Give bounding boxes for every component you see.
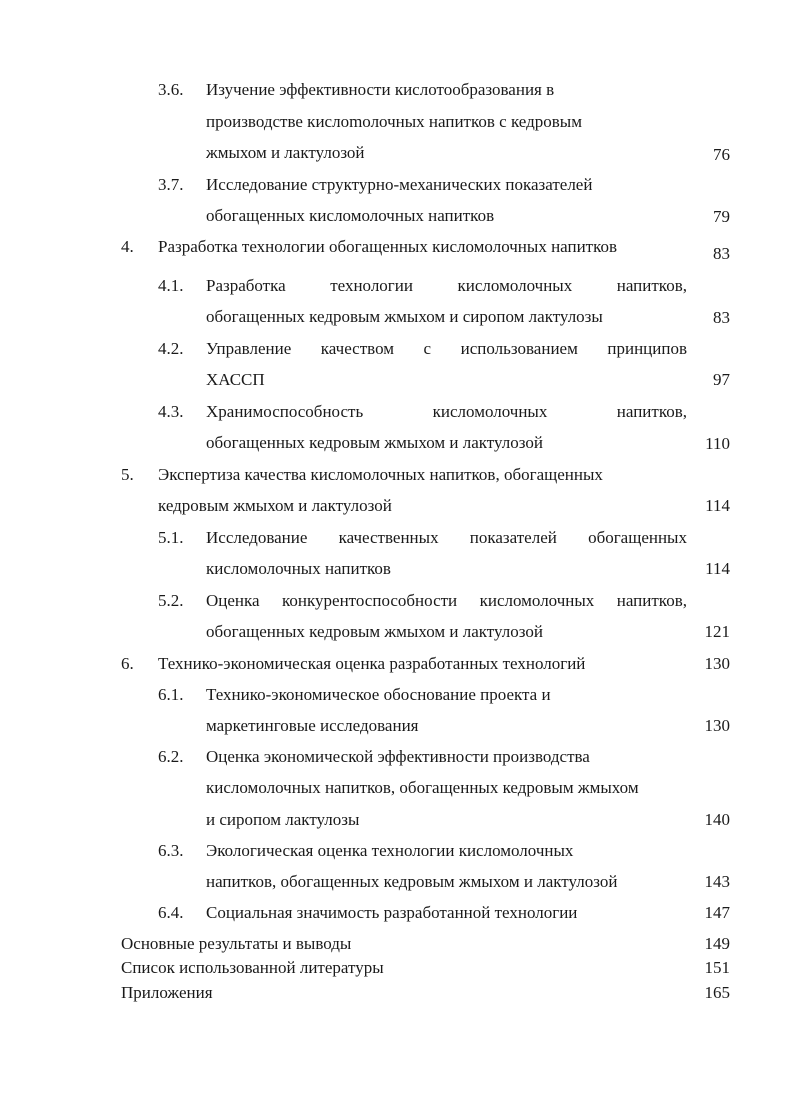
toc-number: 6.1. bbox=[158, 685, 184, 704]
toc-title-line: Список использованной литературы bbox=[121, 958, 384, 977]
toc-title-line: кисломолочных напитков bbox=[206, 559, 391, 578]
toc-page-number: 130 bbox=[704, 716, 730, 735]
toc-title-line: обогащенных кедровым жмыхом и лактулозой bbox=[206, 433, 543, 452]
toc-word: качеством bbox=[320, 339, 395, 358]
toc-page-number: 130 bbox=[704, 654, 730, 673]
toc-page-number: 114 bbox=[705, 559, 730, 578]
toc-page-number: 83 bbox=[713, 244, 730, 263]
toc-title-line: и сиропом лактулозы bbox=[206, 810, 360, 829]
toc-word: напитков, bbox=[616, 276, 687, 295]
toc-page-number: 121 bbox=[704, 622, 730, 641]
toc-word: обогащенных bbox=[588, 528, 687, 547]
toc-title-line: Основные результаты и выводы bbox=[121, 934, 352, 953]
toc-title-line bbox=[206, 528, 687, 548]
toc-title-line: Технико-экономическое обоснование проекта и bbox=[206, 685, 551, 704]
toc-title-line: кисломолочных напитков, обогащенных кедровым жмыхом bbox=[206, 778, 639, 797]
toc-page-number: 97 bbox=[713, 370, 730, 389]
toc-page-number: 140 bbox=[704, 810, 730, 829]
toc-page-number: 151 bbox=[704, 958, 730, 977]
toc-word: кисломолочных bbox=[479, 591, 595, 610]
toc-word: технологии bbox=[330, 276, 413, 295]
toc-word: конкурентоспособности bbox=[282, 591, 458, 610]
toc-number: 6.3. bbox=[158, 841, 184, 860]
toc-title-line: ХАССП bbox=[206, 370, 265, 389]
toc-title-line: обогащенных кисломолочных напитков bbox=[206, 206, 495, 225]
toc-number: 4.2. bbox=[158, 339, 184, 358]
toc-page-number: 143 bbox=[704, 872, 730, 891]
toc-word: качественных bbox=[338, 528, 439, 547]
toc-title-line: производстве кислomолочных напитков с кедровым bbox=[206, 112, 582, 131]
toc-word: Управление bbox=[206, 339, 292, 358]
toc-title-line: маркетинговые исследования bbox=[206, 716, 419, 735]
toc-word: показателей bbox=[469, 528, 557, 547]
toc-title-line bbox=[206, 339, 687, 359]
toc-title-line: Разработка технологии обогащенных кисломолочных напитков bbox=[158, 237, 618, 256]
toc-number: 3.7. bbox=[158, 175, 184, 194]
toc-title-line: Изучение эффективности кислотообразования в bbox=[206, 80, 555, 99]
toc-title-line: кедровым жмыхом и лактулозой bbox=[158, 496, 392, 515]
toc-title-line bbox=[206, 276, 687, 296]
toc-number: 6.2. bbox=[158, 747, 184, 766]
toc-number: 5.2. bbox=[158, 591, 184, 610]
toc-word: Хранимоспособность bbox=[206, 402, 364, 421]
toc-page-number: 165 bbox=[704, 983, 730, 1002]
toc-word: Исследование bbox=[206, 528, 308, 547]
toc-title-line: Технико-экономическая оценка разработанных технологий bbox=[158, 654, 586, 673]
toc-number: 4.1. bbox=[158, 276, 184, 295]
toc-number: 4. bbox=[121, 237, 134, 256]
toc-title-line: Социальная значимость разработанной технологии bbox=[206, 903, 578, 922]
toc-number: 5. bbox=[121, 465, 134, 484]
toc-page-number: 79 bbox=[713, 207, 730, 226]
toc-page-number: 149 bbox=[704, 934, 730, 953]
toc-title-line: Исследование структурно-механических показателей bbox=[206, 175, 593, 194]
toc-title-line: Экспертиза качества кисломолочных напитков, обогащенных bbox=[158, 465, 603, 484]
toc-word: принципов bbox=[607, 339, 687, 358]
toc-title-line: Экологическая оценка технологии кисломолочных bbox=[206, 841, 574, 860]
toc-word: кисломолочных bbox=[457, 276, 573, 295]
toc-number: 6.4. bbox=[158, 903, 184, 922]
toc-title-line bbox=[206, 591, 687, 611]
toc-page-number: 110 bbox=[705, 434, 730, 453]
toc-word: Оценка bbox=[206, 591, 260, 610]
toc-title-line: обогащенных кедровым жмыхом и лактулозой bbox=[206, 622, 543, 641]
toc-word: Разработка bbox=[206, 276, 286, 295]
toc-page-number: 114 bbox=[705, 496, 730, 515]
toc-number: 4.3. bbox=[158, 402, 184, 421]
toc-number: 5.1. bbox=[158, 528, 184, 547]
toc-title-line: Оценка экономической эффективности производства bbox=[206, 747, 590, 766]
toc-word: кисломолочных bbox=[432, 402, 548, 421]
toc-title-line: обогащенных кедровым жмыхом и сиропом лактулозы bbox=[206, 307, 603, 326]
toc-title-line: жмыхом и лактулозой bbox=[206, 143, 365, 162]
toc-page-number: 76 bbox=[713, 145, 730, 164]
toc-word: напитков, bbox=[616, 591, 687, 610]
toc-number: 3.6. bbox=[158, 80, 184, 99]
toc-page-number: 83 bbox=[713, 308, 730, 327]
toc-word: с bbox=[423, 339, 432, 358]
toc-word: напитков, bbox=[616, 402, 687, 421]
toc-title-line bbox=[206, 402, 687, 422]
toc-page-number: 147 bbox=[704, 903, 730, 922]
toc-word: использованием bbox=[460, 339, 578, 358]
toc-title-line: напитков, обогащенных кедровым жмыхом и лактулозой bbox=[206, 872, 618, 891]
toc-title-line: Приложения bbox=[121, 983, 213, 1002]
toc-number: 6. bbox=[121, 654, 134, 673]
